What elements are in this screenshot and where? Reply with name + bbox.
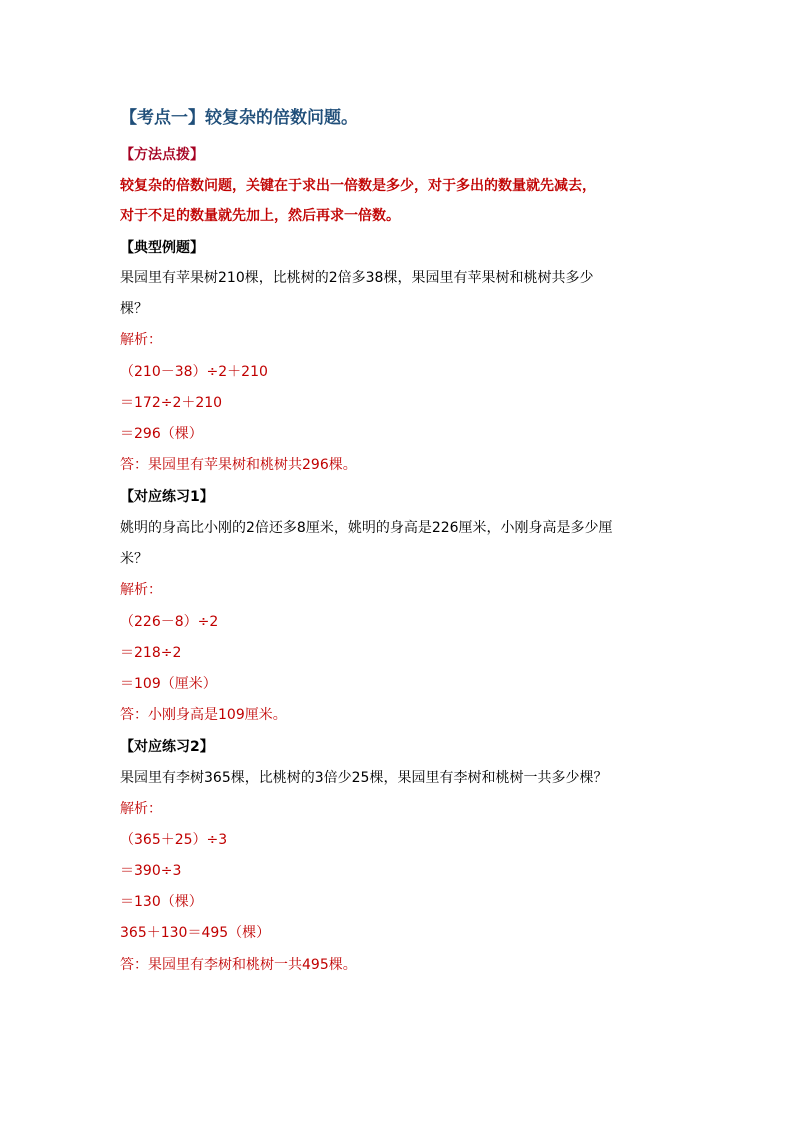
example-answer: 答：果园里有苹果树和桃树共296棵。 (120, 457, 357, 473)
method-label: 【方法点拨】 (120, 147, 204, 163)
practice2-step-3: ＝130（棵） (120, 894, 203, 910)
practice2-step-4: 365＋130＝495（棵） (120, 925, 271, 941)
example-step-2: ＝172÷2＋210 (120, 395, 223, 411)
practice1-label: 【对应练习1】 (120, 489, 214, 505)
example-question-line-1: 果园里有苹果树210棵，比桃树的2倍多38棵，果园里有苹果树和桃树共多少 (120, 270, 594, 286)
practice2-analysis-label: 解析： (120, 801, 162, 817)
practice2-step-1: （365＋25）÷3 (120, 832, 228, 848)
practice1-question-line-1: 姚明的身高比小刚的2倍还多8厘米，姚明的身高是226厘米，小刚身高是多少厘 (120, 520, 613, 536)
method-text-line-1: 较复杂的倍数问题，关键在于求出一倍数是多少，对于多出的数量就先减去， (120, 178, 596, 194)
example-question-line-2: 棵？ (120, 301, 148, 317)
practice1-step-3: ＝109（厘米） (120, 676, 217, 692)
practice2-question-line-1: 果园里有李树365棵，比桃树的3倍少25棵，果园里有李树和桃树一共多少棵？ (120, 770, 608, 786)
method-text-line-2: 对于不足的数量就先加上，然后再求一倍数。 (120, 208, 400, 224)
example-step-3: ＝296（棵） (120, 426, 203, 442)
example-analysis-label: 解析： (120, 332, 162, 348)
example-label: 【典型例题】 (120, 240, 204, 256)
practice2-answer: 答：果园里有李树和桃树一共495棵。 (120, 957, 357, 973)
practice1-answer: 答：小刚身高是109厘米。 (120, 707, 287, 723)
practice2-label: 【对应练习2】 (120, 739, 214, 755)
practice1-step-1: （226－8）÷2 (120, 614, 219, 630)
practice1-step-2: ＝218÷2 (120, 645, 182, 661)
section-title: 【考点一】较复杂的倍数问题。 (120, 108, 358, 128)
practice1-question-line-2: 米？ (120, 551, 148, 567)
example-step-1: （210－38）÷2＋210 (120, 364, 268, 380)
practice2-step-2: ＝390÷3 (120, 863, 182, 879)
practice1-analysis-label: 解析： (120, 582, 162, 598)
